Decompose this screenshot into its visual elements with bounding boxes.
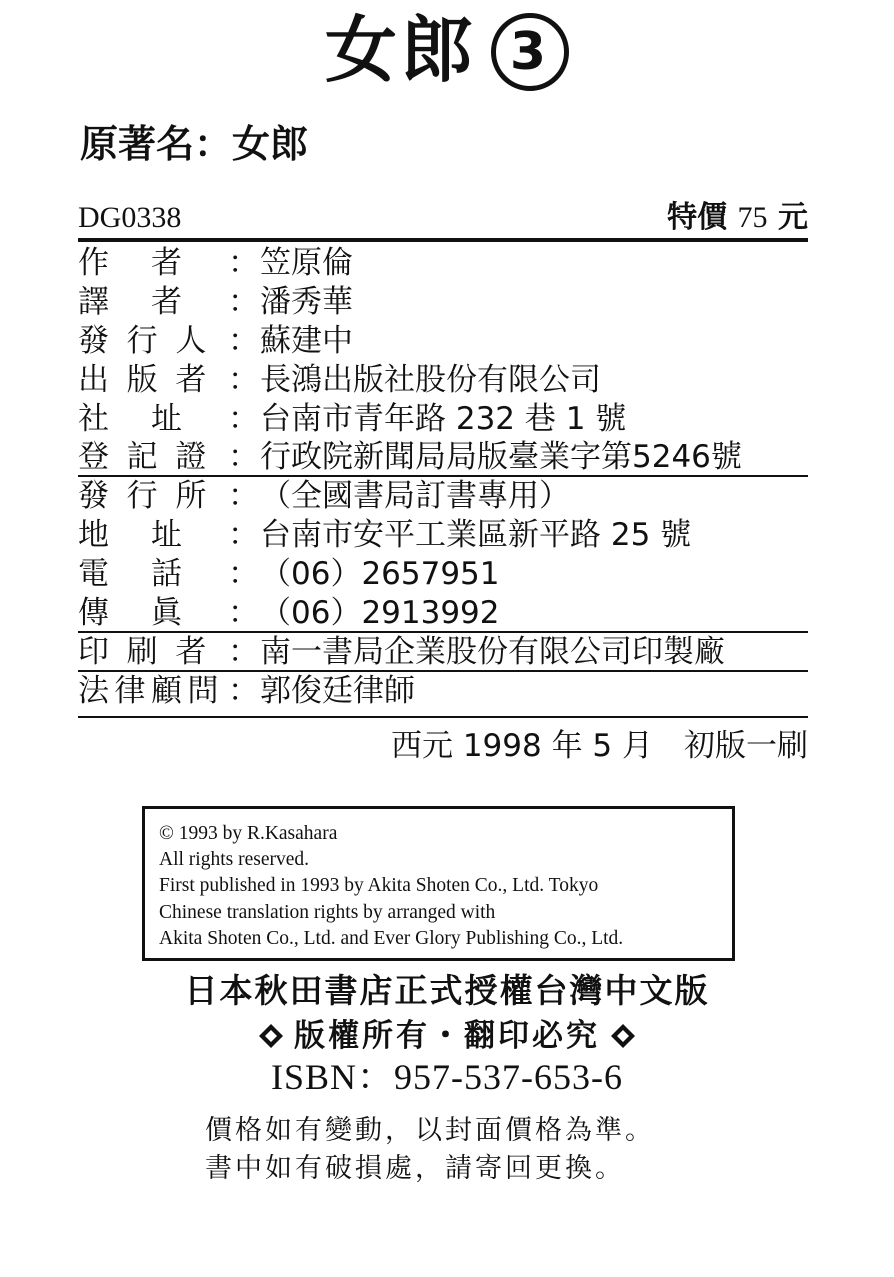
credit-row [78,477,808,516]
catalog-code: DG0338 [78,201,182,234]
price-change-note: 價格如有變動，以封面價格為準。 [205,1115,655,1146]
authorization-notice: 日本秋田書店正式授權台灣中文版 [184,971,710,1010]
diamond-left-icon [258,1023,284,1049]
credit-label-char: 者 [151,283,182,320]
credits-table [78,244,808,711]
bottom-divider [78,716,808,718]
credit-value: （06）2657951 [260,556,500,593]
code-price-line [78,198,808,238]
credit-label-char: 登 [78,439,109,476]
copyright-box [142,806,735,961]
credit-label [78,555,228,594]
credit-colon: ： [228,517,259,554]
credit-label-char: 版 [126,361,158,398]
credit-label-char: 話 [151,556,182,593]
credit-label-char: 眞 [151,595,182,632]
credit-row [78,516,808,555]
credit-label-char: 行 [126,478,158,515]
credit-label [78,361,228,400]
credit-label [78,400,228,439]
credit-label-char: 址 [151,400,182,437]
copyright-line: Chinese translation rights by arranged with [159,901,496,923]
credit-label-char: 所 [175,478,207,515]
credit-label [78,672,228,711]
copyright-line: Akita Shoten Co., Ltd. and Ever Glory Publishing Co., Ltd. [159,927,624,949]
credit-label-char: 人 [175,322,207,359]
credit-label-char: 者 [175,633,207,670]
credit-label-char: 顧 [151,672,182,709]
original-title: 原著名：女郎 [80,122,309,166]
credit-colon: ： [228,361,259,398]
rights-notice-text: 版權所有・翻印必究 [294,1018,600,1054]
credit-label-char: 電 [78,556,109,593]
price-amount: 75 [737,201,768,234]
credit-label [78,477,228,516]
credit-label [78,633,228,670]
credit-colon: ： [228,556,259,593]
credit-label-char: 證 [175,439,207,476]
credit-value: 南一書局企業股份有限公司印製廠 [260,633,725,670]
price [667,198,808,238]
copyright-line: First published in 1993 by Akita Shoten Co., Ltd. Tokyo [159,875,599,897]
credit-label [78,438,228,475]
credit-row [78,672,808,711]
credit-value: （06）2913992 [260,595,500,632]
credit-value: 長鴻出版社股份有限公司 [260,361,601,398]
credit-row [78,438,808,477]
credit-row [78,633,808,672]
credit-value: 郭俊廷律師 [260,672,415,709]
diamond-right-icon [610,1023,636,1049]
credit-label-char: 問 [187,672,219,709]
credit-label-char: 社 [78,400,109,437]
credit-label-char: 記 [126,439,158,476]
copyright-line: © 1993 by R.Kasahara [159,823,338,844]
credit-row [78,594,808,633]
credit-colon: ： [228,322,259,359]
price-unit: 元 [778,200,808,235]
credit-label [78,516,228,555]
credit-label-char: 者 [151,245,182,281]
credit-label [78,244,228,283]
credit-label-char: 址 [151,517,182,554]
credit-row [78,244,808,283]
volume-number-badge: 3 [491,13,569,91]
credit-label-char: 出 [78,361,109,398]
credit-row [78,322,808,361]
book-title [0,8,894,92]
credit-value: 台南市安平工業區新平路 25 號 [260,517,692,554]
credit-label-char: 律 [114,672,146,709]
credit-value: （全國書局訂書專用） [260,478,570,515]
credit-label-char: 法 [78,672,109,709]
credit-value: 行政院新聞局局版臺業字第5246號 [260,439,742,476]
credit-label-char: 發 [78,322,109,359]
credit-label-char: 作 [78,245,109,281]
copyright-line: All rights reserved. [159,849,310,871]
credit-colon: ： [228,283,259,320]
credit-row [78,361,808,400]
credit-label-char: 刷 [126,633,158,670]
credit-row [78,283,808,322]
credit-colon: ： [228,672,259,709]
credit-label [78,322,228,361]
price-label: 特價 [667,200,728,235]
credit-colon: ： [228,478,259,515]
credit-colon: ： [228,595,259,632]
credit-colon: ： [228,439,259,476]
credit-value: 蘇建中 [260,322,353,359]
credit-colon: ： [228,245,259,281]
book-title-text: 女郎 [324,8,477,92]
credit-label-char: 傳 [78,595,109,632]
credit-label-char: 者 [175,361,207,398]
credit-row [78,555,808,594]
credit-colon: ： [228,400,259,437]
credit-label-char: 行 [126,322,158,359]
credit-label-char: 地 [78,517,109,554]
credit-label-char: 印 [78,633,109,670]
isbn: ISBN：957-537-653-6 [271,1057,623,1097]
credit-label [78,283,228,322]
credit-colon: ： [228,633,259,670]
credit-label-char: 譯 [78,283,109,320]
credit-value: 潘秀華 [260,283,353,320]
damage-return-note: 書中如有破損處，請寄回更換。 [205,1153,625,1184]
top-divider [78,238,808,242]
edition-date: 西元 1998 年 5 月 初版一刷 [390,728,808,764]
credit-label [78,594,228,631]
credit-value: 笠原倫 [260,245,353,281]
credit-label-char: 發 [78,478,109,515]
credit-value: 台南市青年路 232 巷 1 號 [260,400,627,437]
rights-notice [0,1014,894,1058]
credit-row [78,400,808,439]
